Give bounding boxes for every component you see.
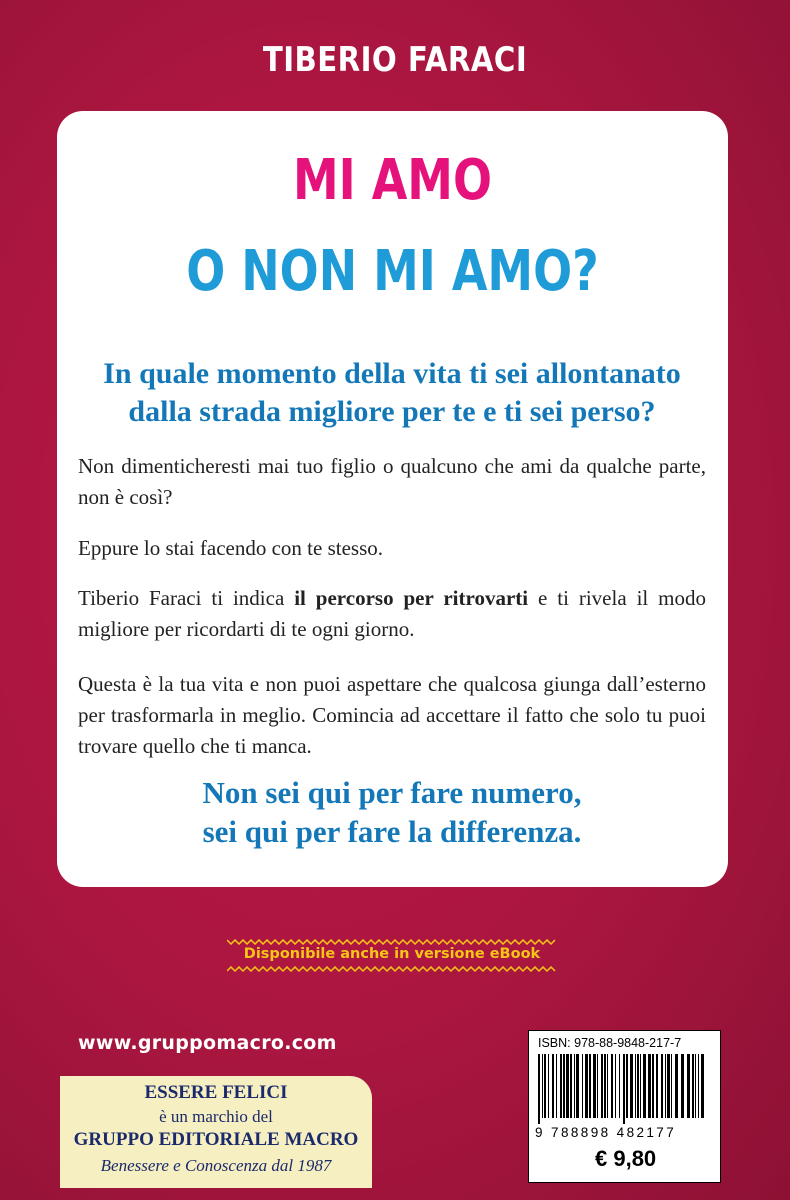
barcode-bar <box>597 1054 598 1118</box>
author-name: TIBERIO FARACI <box>262 40 528 80</box>
paragraph-2: Eppure lo stai facendo con te stesso. <box>78 536 383 560</box>
barcode-bar <box>656 1054 658 1118</box>
ebook-notice-banner <box>227 939 557 972</box>
barcode-bar <box>560 1054 562 1118</box>
barcode-number: 9 788898 482177 <box>535 1125 677 1140</box>
barcode-bar <box>626 1054 628 1118</box>
barcode-bar <box>671 1054 672 1118</box>
barcode-bar <box>593 1054 596 1118</box>
barcode-bar <box>695 1054 696 1118</box>
barcode-bar <box>687 1054 690 1118</box>
barcode-bar <box>604 1054 606 1118</box>
paragraph-3-end: e ti rivela il modo migliore per ricordarti di te ogni giorno. <box>78 586 706 641</box>
lead-line1: In quale momento della vita ti sei allontanato <box>103 357 681 390</box>
imprint-publisher: GRUPPO EDITORIALE MACRO <box>73 1129 359 1150</box>
paragraph-3-start: Tiberio Faraci ti indica <box>78 586 295 610</box>
barcode-bar <box>661 1054 663 1118</box>
barcode-bar <box>611 1054 613 1118</box>
book-title-line1: MI AMO <box>292 148 493 213</box>
book-title-line2: O NON MI AMO? <box>186 239 599 304</box>
barcode-bar <box>635 1054 636 1118</box>
barcode-bar <box>630 1054 633 1118</box>
zigzag-border-top <box>227 939 557 945</box>
barcode-bar <box>667 1054 670 1118</box>
barcode-bar <box>585 1054 588 1118</box>
barcode-bar <box>643 1054 646 1118</box>
barcode-bar <box>544 1054 546 1118</box>
barcode-bar <box>548 1054 549 1118</box>
imprint-subline: è un marchio del <box>159 1107 273 1126</box>
barcode-bar <box>574 1054 575 1118</box>
back-cover-text-panel <box>57 111 728 887</box>
barcode-bar <box>607 1054 608 1118</box>
closing-line1: Non sei qui per fare numero, <box>202 775 582 810</box>
barcode-bar <box>623 1054 625 1124</box>
barcode-bar <box>542 1054 543 1118</box>
barcode-bar <box>589 1054 591 1118</box>
paragraph-4: Questa è la tua vita e non puoi aspettare che qualcosa giunga dall’esterno per trasformarla in meglio. Comincia ad accettare il fatto che solo tu puoi trovare quello che ti manca. <box>78 672 706 758</box>
barcode-bar <box>615 1054 616 1118</box>
barcode-bar <box>570 1054 572 1118</box>
closing-line2: sei qui per fare la differenza. <box>202 814 582 849</box>
barcode-bar <box>538 1054 540 1124</box>
zigzag-border-bottom <box>227 966 557 972</box>
barcode-bar <box>698 1054 699 1118</box>
barcode-bar <box>675 1054 678 1118</box>
paragraph-3-emphasis: il percorso per ritrovarti <box>294 586 529 610</box>
barcode-bar <box>681 1054 684 1118</box>
barcode-bar <box>640 1054 641 1118</box>
barcode-bar <box>652 1054 654 1118</box>
isbn-label: ISBN: 978-88-9848-217-7 <box>538 1036 682 1050</box>
barcode-bar <box>601 1054 603 1118</box>
barcode-bar <box>637 1054 639 1118</box>
paragraph-1: Non dimenticheresti mai tuo figlio o qualcuno che ami da qualche parte, non è così? <box>78 454 706 509</box>
barcode-bar <box>556 1054 557 1118</box>
barcode-bar <box>576 1054 579 1118</box>
ebook-notice-text: Disponibile anche in versione eBook <box>243 946 541 962</box>
barcode-bar <box>648 1054 651 1118</box>
barcode-bar <box>665 1054 666 1118</box>
barcode-bar <box>563 1054 565 1118</box>
lead-question <box>77 355 707 431</box>
closing-statement <box>77 773 707 851</box>
paragraph-3 <box>78 583 706 645</box>
barcode-icon <box>538 1054 708 1124</box>
imprint-brand: ESSERE FELICI <box>144 1082 288 1103</box>
barcode-bar <box>619 1054 620 1118</box>
imprint-tagline: Benessere e Conoscenza dal 1987 <box>100 1156 332 1175</box>
barcode-bar <box>692 1054 694 1118</box>
barcode-price-box <box>528 1030 721 1183</box>
barcode-bar <box>552 1054 554 1118</box>
barcode-bar <box>582 1054 583 1118</box>
publisher-imprint-box <box>60 1076 372 1188</box>
lead-line2: dalla strada migliore per te e ti sei perso? <box>128 395 656 428</box>
barcode-bar <box>566 1054 569 1118</box>
publisher-website-link[interactable]: www.gruppomacro.com <box>78 1032 337 1054</box>
barcode-bar <box>701 1054 704 1118</box>
price-label: € 9,80 <box>595 1146 657 1171</box>
